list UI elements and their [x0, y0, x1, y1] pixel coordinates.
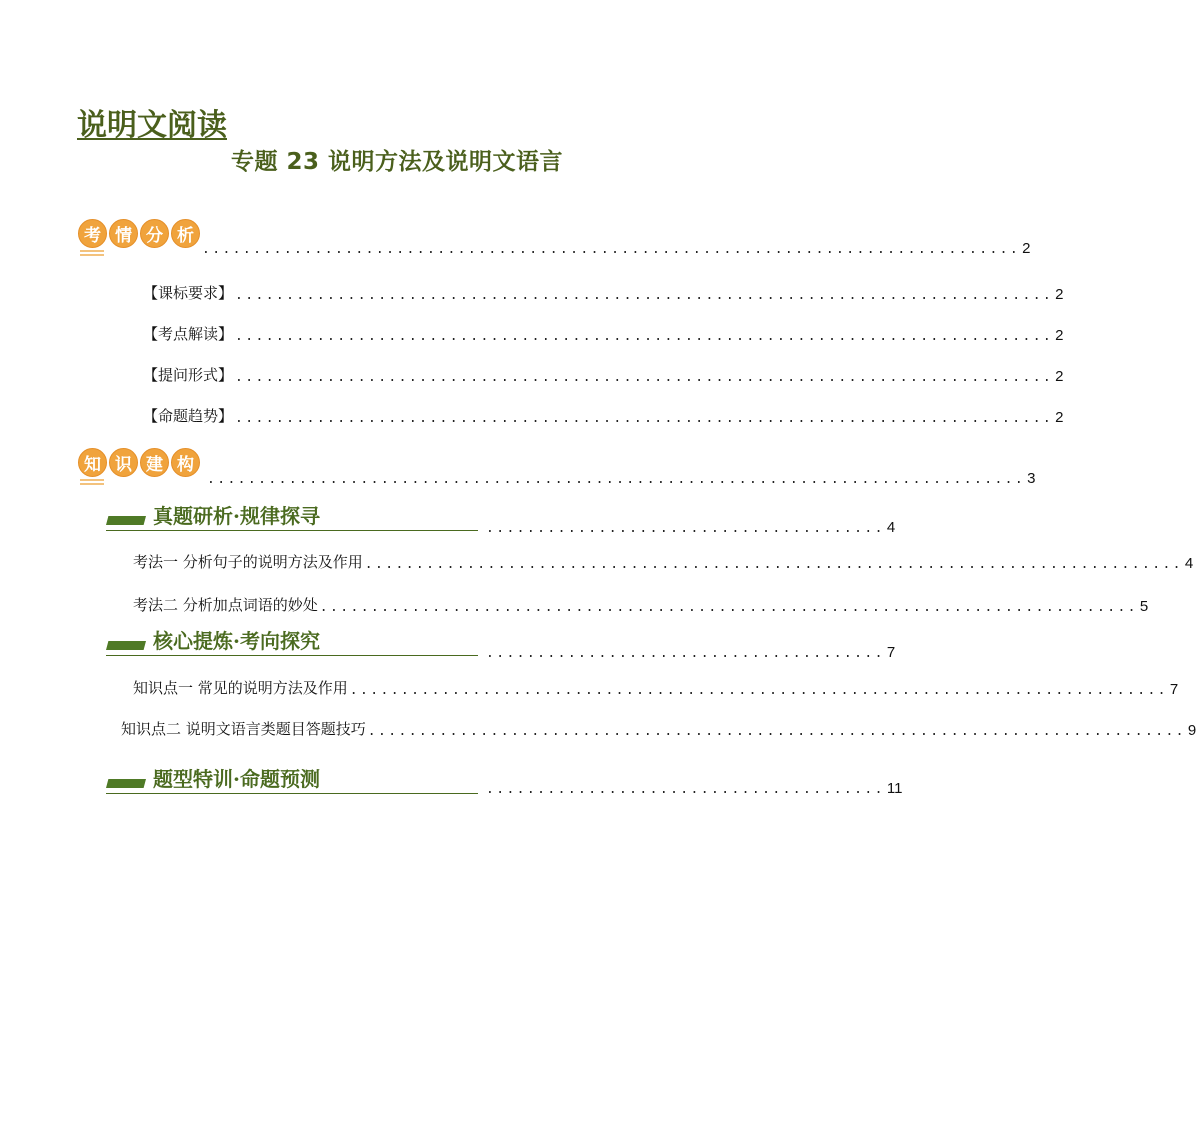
dot-leader: ................................................................................ — [235, 288, 1054, 303]
badge-char: 分 — [140, 219, 169, 248]
page-number: 4 — [1184, 555, 1194, 572]
badge-char: 构 — [171, 448, 200, 477]
dot-leader: ................................................................................ — [349, 683, 1168, 698]
toc-entry[interactable] — [121, 718, 1196, 739]
dot-leader: ................................................................................ — [207, 472, 1026, 487]
badge-char: 知 — [78, 448, 107, 477]
page-number: 3 — [1027, 470, 1036, 487]
section-banner-tixing[interactable] — [106, 764, 478, 794]
banner-rule — [106, 655, 478, 656]
toc-label: 【提问形式】 — [143, 366, 234, 384]
section-badge-kaoqing[interactable] — [78, 219, 202, 248]
badge-char: 情 — [109, 219, 138, 248]
dot-leader: ................................................................................ — [202, 242, 1021, 257]
toc-entry-tixing[interactable] — [484, 780, 903, 797]
badge-char: 识 — [109, 448, 138, 477]
sub-title: 专题 23 说明方法及说明文语言 — [230, 149, 564, 175]
dot-leader: ................................................................................ — [235, 329, 1054, 344]
badge-underline — [80, 250, 104, 258]
banner-label: 真题研析·规律探寻 — [153, 504, 320, 528]
toc-entry[interactable] — [143, 282, 1064, 303]
banner-bar — [106, 779, 146, 788]
dot-leader: ................................................................................ — [319, 600, 1138, 615]
toc-entry[interactable] — [133, 677, 1179, 698]
toc-entry[interactable] — [133, 551, 1194, 572]
toc-label: 知识点二 说明文语言类题目答题技巧 — [121, 720, 366, 738]
section-badge-zhishi[interactable] — [78, 448, 202, 477]
badge-char: 建 — [140, 448, 169, 477]
section-banner-zhenti[interactable] — [106, 501, 478, 531]
page-number: 2 — [1055, 368, 1064, 385]
badge-underline — [80, 479, 104, 487]
page-number: 2 — [1022, 240, 1031, 257]
toc-label: 知识点一 常见的说明方法及作用 — [133, 679, 348, 697]
page-number: 2 — [1055, 327, 1064, 344]
dot-leader: ................................................................................ — [364, 557, 1183, 572]
toc-entry[interactable] — [133, 594, 1149, 615]
toc-entry-hexin[interactable] — [484, 644, 896, 661]
banner-label: 核心提炼·考向探究 — [153, 629, 320, 653]
page-number: 11 — [886, 780, 903, 797]
toc-label: 考法二 分析加点词语的妙处 — [133, 596, 318, 614]
main-title: 说明文阅读 — [77, 108, 227, 143]
toc-label: 【课标要求】 — [143, 284, 234, 302]
page-number: 7 — [1169, 681, 1179, 698]
toc-entry[interactable] — [143, 405, 1064, 426]
dot-leader: ....................................... — [486, 521, 885, 536]
badge-char: 考 — [78, 219, 107, 248]
badge-char: 析 — [171, 219, 200, 248]
dot-leader: ................................................................................ — [367, 724, 1186, 739]
page-number: 4 — [886, 519, 896, 536]
banner-bar — [106, 641, 146, 650]
toc-label: 【考点解读】 — [143, 325, 234, 343]
page-number: 2 — [1055, 286, 1064, 303]
page-number: 9 — [1187, 722, 1196, 739]
banner-rule — [106, 793, 478, 794]
page-number: 5 — [1139, 598, 1149, 615]
toc-entry[interactable] — [143, 364, 1064, 385]
dot-leader: ....................................... — [486, 646, 885, 661]
toc-label: 考法一 分析句子的说明方法及作用 — [133, 553, 363, 571]
toc-entry-kaoqing[interactable] — [200, 240, 1031, 257]
toc-entry-zhenti[interactable] — [484, 519, 896, 536]
banner-bar — [106, 516, 146, 525]
dot-leader: ....................................... — [486, 782, 885, 797]
page-number: 7 — [886, 644, 896, 661]
banner-rule — [106, 530, 478, 531]
page-number: 2 — [1055, 409, 1064, 426]
section-banner-hexin[interactable] — [106, 626, 478, 656]
toc-label: 【命题趋势】 — [143, 407, 234, 425]
toc-entry-zhishi[interactable] — [205, 470, 1036, 487]
toc-entry[interactable] — [143, 323, 1064, 344]
dot-leader: ................................................................................ — [235, 370, 1054, 385]
banner-label: 题型特训·命题预测 — [153, 767, 320, 791]
dot-leader: ................................................................................ — [235, 411, 1054, 426]
